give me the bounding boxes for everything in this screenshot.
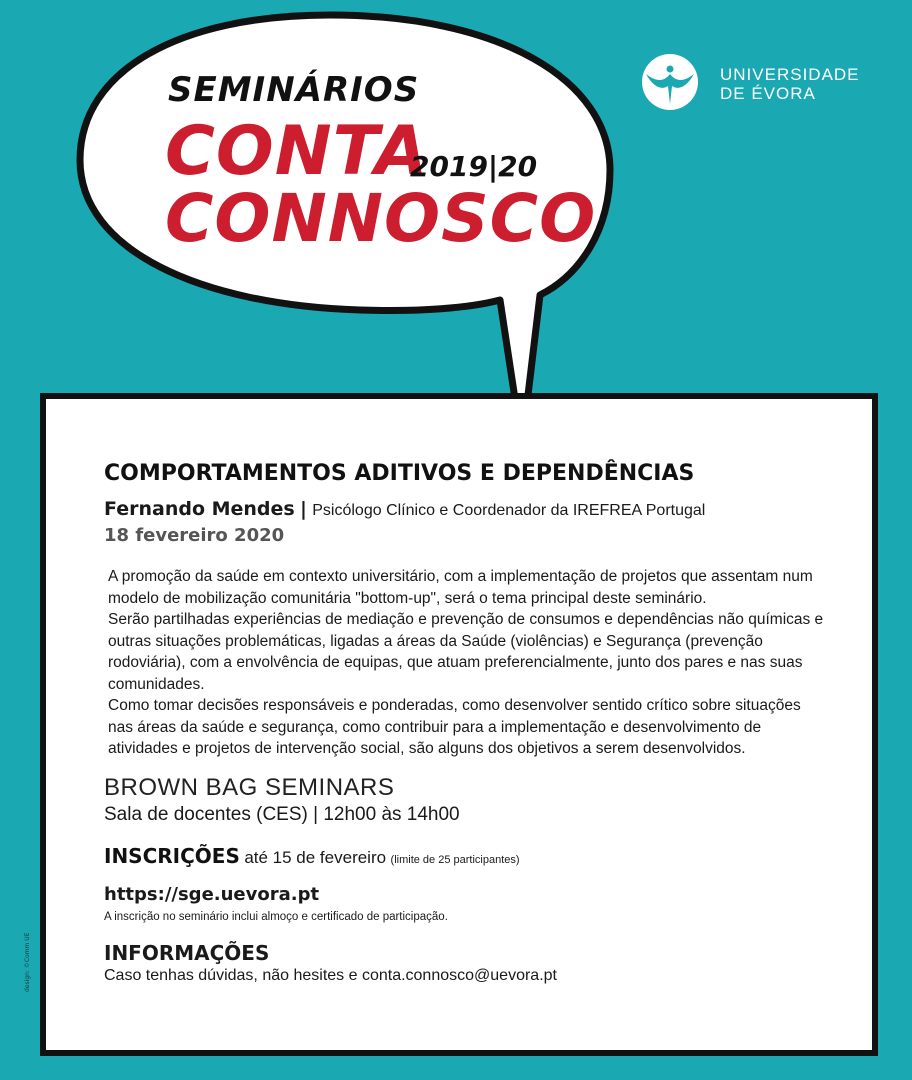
- university-bird-icon: [640, 52, 708, 112]
- event-date: 18 fevereiro 2020: [104, 525, 285, 546]
- info-title: INFORMAÇÕES: [104, 940, 270, 965]
- event-location: Sala de docentes (CES) | 12h00 às 14h00: [104, 803, 460, 825]
- content-card: [40, 393, 878, 1056]
- registration-deadline: até 15 de fevereiro: [244, 847, 387, 867]
- registration-note: A inscrição no seminário inclui almoço e certificado de participação.: [104, 910, 448, 923]
- registration-line: [104, 844, 844, 868]
- event-format: BROWN BAG SEMINARS: [104, 773, 395, 801]
- logo-line-2: DE ÉVORA: [720, 84, 816, 103]
- year-label: 2019|20: [410, 150, 538, 183]
- title-line-2: CONNOSCO: [165, 180, 597, 257]
- design-credit: design: ©Comm UE: [24, 932, 31, 992]
- speaker-line: [104, 498, 844, 521]
- description-paragraph: Como tomar decisões responsáveis e ponderadas, como desenvolver sentido crítico sobre situações nas áreas da saúde e segurança, como contribuir para a implementação e desenvolvimento de atividades e projetos de intervenção social, são alguns dos objetivos a serem desenvolvidos.: [108, 697, 801, 757]
- description-paragraph: Serão partilhadas experiências de mediação e prevenção de consumos e dependências não químicas e outras situações problemáticas, ligadas a áreas da Saúde (violências) e Segurança (prevenção rodoviária), com a envolvência de equipas, que atuam preferencialmente, junto dos pares e nas suas comunidades.: [108, 611, 824, 693]
- info-text: Caso tenhas dúvidas, não hesites e conta.connosco@uevora.pt: [104, 966, 557, 984]
- speaker-role: Psicólogo Clínico e Coordenador da IREFREA Portugal: [312, 502, 706, 519]
- card-content: [104, 461, 844, 985]
- title-line-1: CONTA: [165, 112, 429, 191]
- registration-limit: (limite de 25 participantes): [390, 853, 520, 866]
- university-logo: [640, 52, 870, 112]
- event-description: [108, 566, 826, 760]
- description-paragraph: A promoção da saúde em contexto universitário, com a implementação de projetos que assentam num modelo de mobilização comunitária "bottom-up", será o tema principal deste seminário.: [108, 568, 813, 607]
- logo-line-1: UNIVERSIDADE: [720, 65, 860, 84]
- event-title: COMPORTAMENTOS ADITIVOS E DEPENDÊNCIAS: [104, 461, 695, 486]
- registration-title: INSCRIÇÕES: [104, 843, 240, 868]
- university-name: [720, 65, 860, 103]
- series-label: SEMINÁRIOS: [168, 70, 420, 110]
- registration-link[interactable]: https://sge.uevora.pt: [104, 883, 320, 905]
- speaker-name: Fernando Mendes: [104, 498, 295, 520]
- speaker-separator: |: [300, 498, 307, 520]
